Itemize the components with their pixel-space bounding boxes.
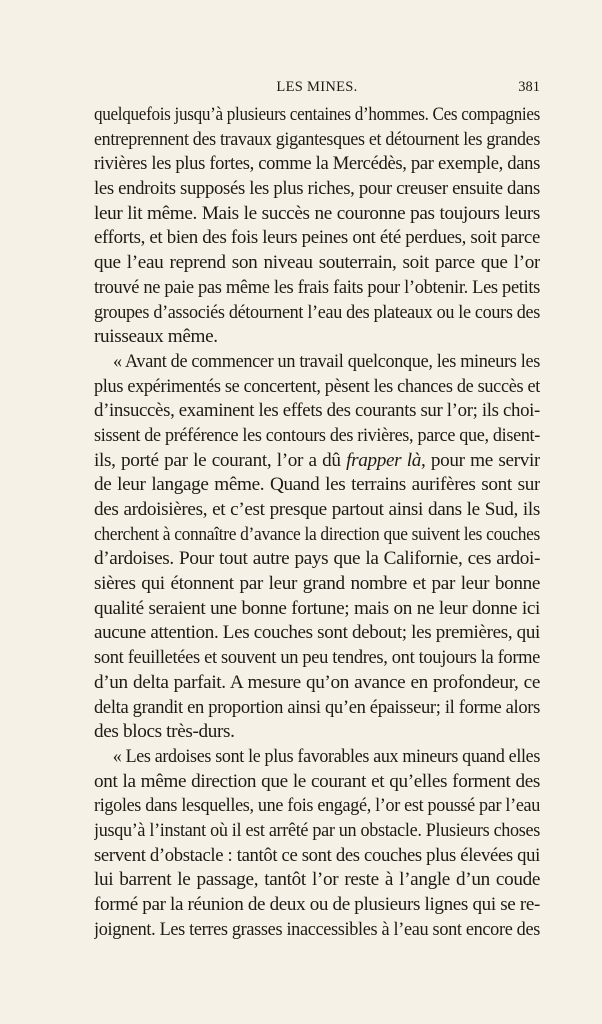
text-line: des ardoisières, et c’est presque partout ainsi dans le Sud, ils <box>94 499 540 520</box>
text-line: d’ardoises. Pour tout autre pays que la Californie, ces ardoi- <box>94 548 540 570</box>
text-line: servent d’obstacle : tantôt ce sont des couches plus élevées qui <box>94 844 540 866</box>
text-line: trouvé ne paie pas même les frais faits pour l’obtenir. Les petits <box>94 276 540 298</box>
text-line: ont la même direction que le courant et qu’elles forment des <box>94 770 540 792</box>
text-line: cherchent à connaître d’avance la direction que suivent les couches <box>94 523 540 545</box>
text-line: « Les ardoises sont le plus favorables aux mineurs quand elles <box>112 745 540 767</box>
text-line: delta grandit en proportion ainsi qu’en épaisseur; il forme alors <box>94 696 540 718</box>
text-line: entreprennent des travaux gigantesques et détournent les grandes <box>94 128 540 150</box>
text-line: formé par la réunion de deux ou de plusieurs lignes qui se re- <box>94 894 540 915</box>
italic-phrase: frapper là <box>346 449 421 471</box>
text-line: jusqu’à l’instant où il est arrêté par un obstacle. Plusieurs choses <box>94 819 540 841</box>
text-segment: ils, porté par le courant, l’or a dû <box>94 449 347 471</box>
text-line: rigoles dans lesquelles, une fois engagé, l’or est poussé par l’eau <box>94 795 540 817</box>
body-text <box>94 103 540 942</box>
text-line: ruisseaux même. <box>94 326 218 348</box>
text-segment: , pour me servir <box>420 449 540 471</box>
running-head <box>94 79 540 101</box>
text-line: leur lit même. Mais le succès ne couronne pas toujours leurs <box>94 202 540 224</box>
text-line: joignent. Les terres grasses inaccessibles à l’eau sont encore des <box>94 918 540 940</box>
running-title: LES MINES. <box>276 79 358 95</box>
text-line: de leur langage même. Quand les terrains aurifères sont sur <box>94 474 540 496</box>
text-line: sont feuilletées et souvent un peu tendres, ont toujours la forme <box>94 647 540 669</box>
text-line: aucune attention. Les couches sont debout; les premières, qui <box>94 622 540 644</box>
page-number: 381 <box>518 79 540 95</box>
text-line: sissent de préférence les contours des rivières, parce que, disent- <box>94 424 540 446</box>
text-line: sières qui étonnent par leur grand nombre et par leur bonne <box>94 573 540 595</box>
text-line: plus expérimentés se concertent, pèsent les chances de succès et <box>94 375 540 397</box>
text-line: lui barrent le passage, tantôt l’or reste à l’angle d’un coude <box>94 869 540 891</box>
text-line: « Avant de commencer un travail quelconque, les mineurs les <box>112 350 540 372</box>
text-line: groupes d’associés détournent l’eau des plateaux ou le cours des <box>94 301 540 323</box>
text-line: quelquefois jusqu’à plusieurs centaines d’hommes. Ces compagnies <box>94 104 540 125</box>
text-line: qualité seraient une bonne fortune; mais on ne leur donne ici <box>94 597 540 619</box>
text-line: des blocs très-durs. <box>94 721 235 743</box>
text-line: rivières les plus fortes, comme la Mercédès, par exemple, dans <box>94 153 540 175</box>
text-line: les endroits supposés les plus riches, pour creuser ensuite dans <box>94 178 540 200</box>
text-line: efforts, et bien des fois leurs peines ont été perdues, soit parce <box>94 227 540 249</box>
text-line: d’insuccès, examinent les effets des courants sur l’or; ils choi- <box>94 400 540 422</box>
text-line <box>94 449 540 474</box>
text-line: d’un delta parfait. A mesure qu’on avance en profondeur, ce <box>94 671 540 693</box>
text-line: que l’eau reprend son niveau souterrain, soit parce que l’or <box>94 252 540 274</box>
